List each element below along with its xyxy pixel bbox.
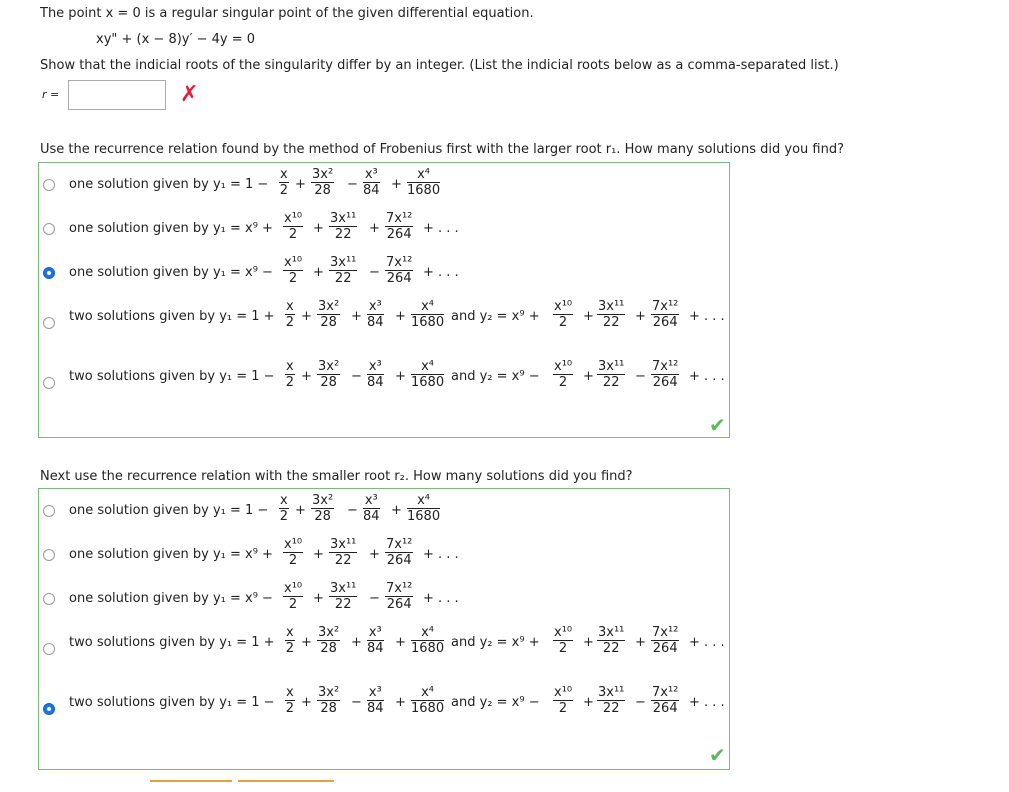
q2-option-1[interactable]: one solution given by y₁ = 1 − $\frac{x}{2}$ + $\frac{\text{3x²}}{28}$ − $\frac{\text{x³}}{84}$ + $\frac{\text{x⁴}}{1680}$: [39, 503, 739, 533]
q1-radio-5[interactable]: [43, 377, 55, 389]
q1-option-3[interactable]: one solution given by y₁ = x⁹ − $\frac{\text{x¹⁰}}{2}$ + $\frac{\text{3x¹¹}}{22}$ − $\frac{\text{7x¹²}}{264}$ + . . .: [39, 265, 739, 295]
save-button[interactable]: [238, 780, 334, 792]
q1-radio-2[interactable]: [43, 223, 55, 235]
q1-option-1[interactable]: one solution given by y₁ = 1 − $\frac{x}{2}$ + $\frac{\text{3x²}}{28}$ − $\frac{\text{x³}}{84}$ + $\frac{\text{x⁴}}{1680}$: [39, 177, 739, 207]
q1-option-5[interactable]: two solutions given by y₁ = 1 − $\frac{x}{2}$ + $\frac{\text{3x²}}{28}$ − $\frac{\text{x³}}{84}$ + $\frac{\text{x⁴}}{1680}$ and y₂ = x⁹ − $\frac{\text{x¹⁰}}{2}$ + $\frac{\text{3x¹¹}}{22}$ − $\frac{\text{7x¹²}}{264}$ + . . .: [39, 369, 739, 399]
q2-radio-1[interactable]: [43, 505, 55, 517]
correct-check-icon: ✔: [709, 743, 726, 767]
q2-option-3[interactable]: one solution given by y₁ = x⁹ − $\frac{\text{x¹⁰}}{2}$ + $\frac{\text{3x¹¹}}{22}$ − $\frac{\text{7x¹²}}{264}$ + . . .: [39, 591, 739, 621]
r-label: r =: [42, 88, 60, 101]
indicial-roots-input[interactable]: [68, 80, 166, 110]
q2-radio-2[interactable]: [43, 549, 55, 561]
q1-prompt: Use the recurrence relation found by the method of Frobenius first with the larger root r₁. How many solutions did you find?: [40, 142, 844, 157]
q2-prompt: Next use the recurrence relation with the smaller root r₂. How many solutions did you find?: [40, 469, 633, 484]
problem-statement: The point x = 0 is a regular singular point of the given differential equation.: [40, 6, 534, 21]
q2-options: [38, 488, 730, 770]
q2-radio-4[interactable]: [43, 643, 55, 655]
q1-option-2[interactable]: one solution given by y₁ = x⁹ + $\frac{\text{x¹⁰}}{2}$ + $\frac{\text{3x¹¹}}{22}$ + $\frac{\text{7x¹²}}{264}$ + . . .: [39, 221, 739, 251]
q1-radio-3-selected[interactable]: [43, 267, 55, 279]
q1-options: [38, 162, 730, 438]
q2-option-4[interactable]: two solutions given by y₁ = 1 + $\frac{x}{2}$ + $\frac{\text{3x²}}{28}$ + $\frac{\text{x³}}{84}$ + $\frac{\text{x⁴}}{1680}$ and y₂ = x⁹ + $\frac{\text{x¹⁰}}{2}$ + $\frac{\text{3x¹¹}}{22}$ + $\frac{\text{7x¹²}}{264}$ + . . .: [39, 635, 739, 665]
q2-option-5[interactable]: two solutions given by y₁ = 1 − $\frac{x}{2}$ + $\frac{\text{3x²}}{28}$ − $\frac{\text{x³}}{84}$ + $\frac{\text{x⁴}}{1680}$ and y₂ = x⁹ − $\frac{\text{x¹⁰}}{2}$ + $\frac{\text{3x¹¹}}{22}$ − $\frac{\text{7x¹²}}{264}$ + . . .: [39, 695, 739, 725]
q2-option-2[interactable]: one solution given by y₁ = x⁹ + $\frac{\text{x¹⁰}}{2}$ + $\frac{\text{3x¹¹}}{22}$ + $\frac{\text{7x¹²}}{264}$ + . . .: [39, 547, 739, 577]
correct-check-icon: ✔: [709, 413, 726, 437]
instruction-text: Show that the indicial roots of the singularity differ by an integer. (List the indicial roots below as a comma-separated list.): [40, 58, 839, 73]
q1-radio-4[interactable]: [43, 317, 55, 329]
submit-button[interactable]: [150, 780, 232, 792]
incorrect-icon: ✗: [180, 82, 199, 107]
q1-option-4[interactable]: two solutions given by y₁ = 1 + $\frac{x}{2}$ + $\frac{\text{3x²}}{28}$ + $\frac{\text{x³}}{84}$ + $\frac{\text{x⁴}}{1680}$ and y₂ = x⁹ + $\frac{\text{x¹⁰}}{2}$ + $\frac{\text{3x¹¹}}{22}$ + $\frac{\text{7x¹²}}{264}$ + . . .: [39, 309, 739, 339]
q2-radio-5-selected[interactable]: [43, 703, 55, 715]
differential-equation: xy" + (x − 8)y′ − 4y = 0: [96, 32, 255, 47]
q2-radio-3[interactable]: [43, 593, 55, 605]
q1-radio-1[interactable]: [43, 179, 55, 191]
